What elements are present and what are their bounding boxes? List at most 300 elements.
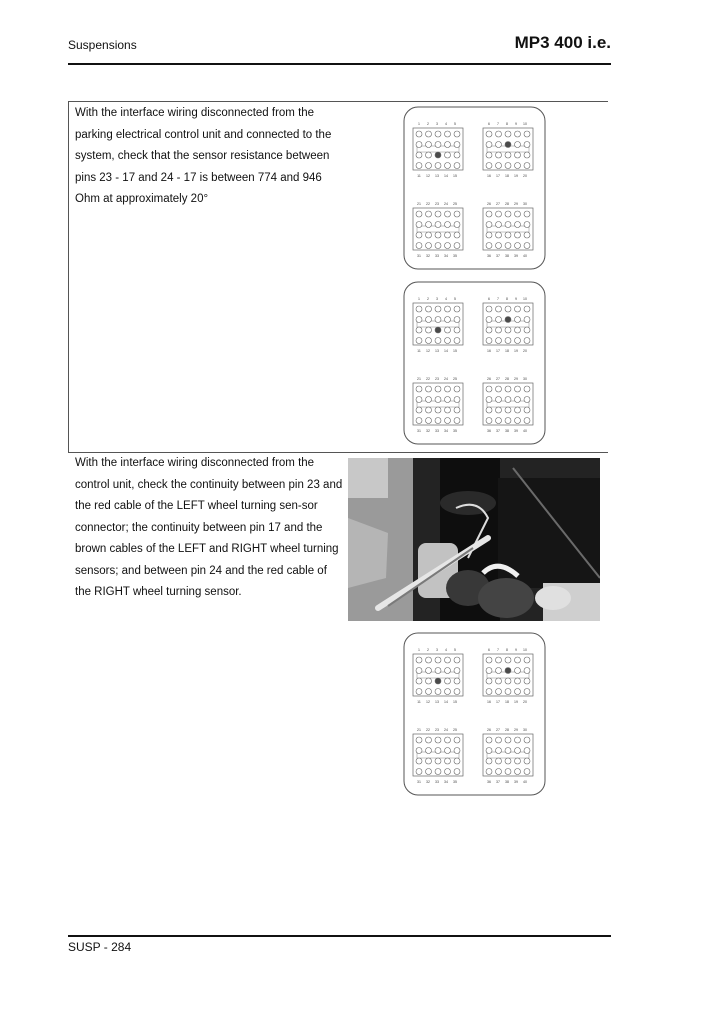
pin-socket <box>435 668 441 674</box>
pin-socket <box>496 142 502 148</box>
pin-socket <box>515 418 521 424</box>
pin-socket <box>454 737 460 743</box>
block-1-top-rule <box>68 101 608 102</box>
pin-socket <box>505 386 511 392</box>
pin-label: 30 <box>523 377 527 381</box>
pin-socket <box>496 758 502 764</box>
connector-block <box>483 648 533 704</box>
pin-label: 14 <box>444 349 448 353</box>
pin-socket <box>505 327 511 333</box>
pin-socket <box>454 748 460 754</box>
pin-socket <box>416 678 422 684</box>
pin-socket <box>445 668 451 674</box>
pin-socket <box>426 397 432 403</box>
pin-socket <box>524 769 530 775</box>
pin-label: 13 <box>435 174 439 178</box>
pin-label: 4 <box>445 122 447 126</box>
pin-socket <box>435 418 441 424</box>
pin-socket <box>496 418 502 424</box>
pin-socket <box>454 769 460 775</box>
pin-socket <box>486 386 492 392</box>
pin-label: 13 <box>435 700 439 704</box>
pin-label: 37 <box>496 780 500 784</box>
pin-socket <box>435 317 441 323</box>
pin-label: 21 <box>417 728 421 732</box>
pin-label: 11 <box>417 174 421 178</box>
pin-socket <box>486 689 492 695</box>
pin-socket <box>496 657 502 663</box>
pin-socket <box>486 327 492 333</box>
pin-socket <box>515 211 521 217</box>
pin-socket <box>505 668 511 674</box>
pin-label: 6 <box>488 297 490 301</box>
pin-label: 17 <box>496 174 500 178</box>
pin-socket <box>515 131 521 137</box>
pin-socket <box>445 386 451 392</box>
pin-socket <box>435 327 441 333</box>
pin-label: 40 <box>523 254 527 258</box>
pin-socket <box>445 418 451 424</box>
pin-socket <box>416 327 422 333</box>
pin-socket <box>505 737 511 743</box>
pin-socket <box>416 758 422 764</box>
pin-socket <box>515 748 521 754</box>
pin-socket <box>445 769 451 775</box>
pin-socket <box>515 317 521 323</box>
pin-socket <box>426 386 432 392</box>
pin-label: 9 <box>515 122 517 126</box>
pin-socket <box>426 163 432 169</box>
pin-label: 2 <box>427 648 429 652</box>
pin-socket <box>524 338 530 344</box>
pin-socket <box>524 397 530 403</box>
pin-label: 25 <box>453 728 457 732</box>
pin-socket <box>515 758 521 764</box>
pin-socket <box>416 211 422 217</box>
pin-label: 3 <box>436 297 438 301</box>
pin-socket <box>505 758 511 764</box>
pin-socket <box>496 769 502 775</box>
pin-socket <box>486 306 492 312</box>
pin-socket <box>496 317 502 323</box>
pin-socket <box>505 222 511 228</box>
pin-socket <box>505 689 511 695</box>
pin-socket <box>524 152 530 158</box>
pin-socket <box>486 152 492 158</box>
connector-diagram-3 <box>403 632 546 796</box>
pin-socket <box>524 222 530 228</box>
pin-label: 35 <box>453 254 457 258</box>
pin-label: 19 <box>514 174 518 178</box>
pin-label: 16 <box>487 174 491 178</box>
pin-label: 31 <box>417 429 421 433</box>
pin-label: 22 <box>426 202 430 206</box>
pin-label: 30 <box>523 202 527 206</box>
pin-label: 20 <box>523 174 527 178</box>
pin-socket <box>426 418 432 424</box>
sensor-test-photo <box>348 458 600 621</box>
pin-socket <box>524 243 530 249</box>
connector-block <box>413 122 463 178</box>
pin-socket <box>445 737 451 743</box>
pin-socket <box>445 689 451 695</box>
pin-label: 20 <box>523 700 527 704</box>
pin-socket <box>435 657 441 663</box>
pin-socket <box>505 306 511 312</box>
pin-socket <box>486 163 492 169</box>
pin-socket <box>486 243 492 249</box>
pin-socket <box>426 748 432 754</box>
pin-socket <box>435 678 441 684</box>
pin-label: 11 <box>417 349 421 353</box>
pin-socket <box>515 657 521 663</box>
pin-label: 8 <box>506 297 508 301</box>
pin-socket <box>486 317 492 323</box>
pin-socket <box>416 317 422 323</box>
pin-socket <box>454 657 460 663</box>
pin-socket <box>426 657 432 663</box>
pin-socket <box>445 407 451 413</box>
pin-socket <box>435 758 441 764</box>
pin-label: 39 <box>514 780 518 784</box>
pin-socket <box>416 232 422 238</box>
pin-label: 10 <box>523 297 527 301</box>
pin-label: 17 <box>496 349 500 353</box>
pin-socket <box>454 407 460 413</box>
pin-label: 14 <box>444 174 448 178</box>
pin-socket <box>454 243 460 249</box>
pin-socket <box>426 758 432 764</box>
pin-socket <box>454 758 460 764</box>
pin-socket <box>496 131 502 137</box>
pin-label: 29 <box>514 377 518 381</box>
pin-socket <box>524 737 530 743</box>
pin-label: 18 <box>505 700 509 704</box>
pin-socket <box>454 418 460 424</box>
pin-socket <box>435 397 441 403</box>
pin-label: 40 <box>523 780 527 784</box>
connector-block <box>413 648 463 704</box>
pin-socket <box>486 678 492 684</box>
pin-socket <box>486 769 492 775</box>
pin-socket <box>486 338 492 344</box>
pin-label: 33 <box>435 254 439 258</box>
pin-socket <box>435 407 441 413</box>
pin-label: 39 <box>514 254 518 258</box>
pin-socket <box>454 668 460 674</box>
pin-label: 3 <box>436 122 438 126</box>
pin-socket <box>435 232 441 238</box>
pin-label: 32 <box>426 254 430 258</box>
pin-socket <box>445 163 451 169</box>
pin-socket <box>505 232 511 238</box>
pin-socket <box>416 142 422 148</box>
pin-socket <box>445 338 451 344</box>
pin-socket <box>426 737 432 743</box>
pin-socket <box>454 678 460 684</box>
pin-socket <box>505 243 511 249</box>
pin-label: 38 <box>505 254 509 258</box>
pin-socket <box>426 232 432 238</box>
pin-label: 37 <box>496 254 500 258</box>
footer-rule <box>68 935 611 937</box>
pin-socket <box>435 131 441 137</box>
pin-socket <box>426 327 432 333</box>
pin-label: 12 <box>426 700 430 704</box>
pin-label: 38 <box>505 429 509 433</box>
pin-label: 26 <box>487 202 491 206</box>
pin-label: 20 <box>523 349 527 353</box>
pin-label: 29 <box>514 202 518 206</box>
pin-socket <box>505 769 511 775</box>
pin-socket <box>515 397 521 403</box>
pin-label: 12 <box>426 349 430 353</box>
pin-socket <box>445 211 451 217</box>
pin-socket <box>515 327 521 333</box>
pin-socket <box>445 317 451 323</box>
pin-socket <box>505 397 511 403</box>
pin-label: 19 <box>514 349 518 353</box>
pin-label: 35 <box>453 429 457 433</box>
pin-socket <box>524 758 530 764</box>
pin-socket <box>496 407 502 413</box>
pin-socket <box>515 232 521 238</box>
pin-socket <box>524 689 530 695</box>
pin-socket <box>515 407 521 413</box>
pin-label: 38 <box>505 780 509 784</box>
pin-socket <box>435 222 441 228</box>
pin-socket <box>435 142 441 148</box>
connector-diagram-2 <box>403 281 546 445</box>
pin-socket <box>454 386 460 392</box>
pin-socket <box>454 152 460 158</box>
pin-socket <box>505 678 511 684</box>
pin-socket <box>435 737 441 743</box>
pin-label: 24 <box>444 377 448 381</box>
pin-socket <box>524 232 530 238</box>
pin-socket <box>496 211 502 217</box>
pin-socket <box>416 222 422 228</box>
pin-socket <box>496 232 502 238</box>
connector-block <box>413 377 463 433</box>
pin-label: 7 <box>497 648 499 652</box>
pin-socket <box>496 678 502 684</box>
pin-label: 13 <box>435 349 439 353</box>
pin-socket <box>524 142 530 148</box>
pin-socket <box>416 737 422 743</box>
pin-label: 22 <box>426 728 430 732</box>
pin-label: 23 <box>435 728 439 732</box>
pin-socket <box>505 211 511 217</box>
pin-label: 28 <box>505 377 509 381</box>
pin-socket <box>496 748 502 754</box>
pin-label: 36 <box>487 429 491 433</box>
pin-socket <box>524 306 530 312</box>
pin-socket <box>505 317 511 323</box>
pin-socket <box>426 407 432 413</box>
pin-socket <box>496 243 502 249</box>
pin-label: 31 <box>417 780 421 784</box>
pin-socket <box>435 152 441 158</box>
page-number: SUSP - 284 <box>68 940 132 954</box>
pin-socket <box>496 737 502 743</box>
pin-socket <box>486 657 492 663</box>
pin-socket <box>515 737 521 743</box>
pin-socket <box>445 131 451 137</box>
pin-socket <box>524 657 530 663</box>
pin-label: 9 <box>515 648 517 652</box>
pin-label: 5 <box>454 648 456 652</box>
pin-label: 36 <box>487 254 491 258</box>
pin-socket <box>426 306 432 312</box>
pin-label: 32 <box>426 429 430 433</box>
pin-label: 37 <box>496 429 500 433</box>
pin-label: 27 <box>496 202 500 206</box>
pin-label: 1 <box>418 648 420 652</box>
pin-label: 8 <box>506 648 508 652</box>
pin-socket <box>515 338 521 344</box>
model-title: MP3 400 i.e. <box>514 33 611 52</box>
pin-socket <box>416 243 422 249</box>
pin-socket <box>426 668 432 674</box>
pin-label: 5 <box>454 297 456 301</box>
pin-socket <box>515 306 521 312</box>
pin-socket <box>505 338 511 344</box>
pin-socket <box>445 142 451 148</box>
pin-socket <box>486 758 492 764</box>
pin-label: 9 <box>515 297 517 301</box>
pin-socket <box>496 338 502 344</box>
pin-label: 25 <box>453 202 457 206</box>
pin-socket <box>445 327 451 333</box>
connector-block <box>483 297 533 353</box>
pin-socket <box>454 232 460 238</box>
pin-socket <box>454 131 460 137</box>
pin-socket <box>496 222 502 228</box>
pin-label: 17 <box>496 700 500 704</box>
pin-label: 7 <box>497 297 499 301</box>
pin-socket <box>496 689 502 695</box>
pin-socket <box>416 668 422 674</box>
header-rule <box>68 63 611 65</box>
pin-label: 25 <box>453 377 457 381</box>
pin-label: 31 <box>417 254 421 258</box>
pin-socket <box>435 748 441 754</box>
pin-label: 24 <box>444 728 448 732</box>
pin-socket <box>524 163 530 169</box>
pin-socket <box>435 386 441 392</box>
pin-label: 23 <box>435 202 439 206</box>
pin-socket <box>416 131 422 137</box>
pin-label: 27 <box>496 377 500 381</box>
pin-label: 27 <box>496 728 500 732</box>
connector-block <box>483 377 533 433</box>
pin-socket <box>454 142 460 148</box>
pin-socket <box>515 163 521 169</box>
pin-label: 7 <box>497 122 499 126</box>
pin-socket <box>515 152 521 158</box>
pin-socket <box>524 678 530 684</box>
pin-socket <box>426 338 432 344</box>
pin-socket <box>524 668 530 674</box>
pin-label: 15 <box>453 174 457 178</box>
pin-label: 22 <box>426 377 430 381</box>
pin-socket <box>416 769 422 775</box>
pin-socket <box>515 769 521 775</box>
pin-label: 1 <box>418 122 420 126</box>
pin-socket <box>505 152 511 158</box>
pin-label: 24 <box>444 202 448 206</box>
pin-socket <box>445 748 451 754</box>
pin-label: 8 <box>506 122 508 126</box>
pin-socket <box>515 243 521 249</box>
pin-label: 32 <box>426 780 430 784</box>
pin-socket <box>435 211 441 217</box>
pin-label: 28 <box>505 728 509 732</box>
pin-socket <box>416 306 422 312</box>
pin-socket <box>454 211 460 217</box>
pin-socket <box>435 306 441 312</box>
pin-socket <box>435 163 441 169</box>
pin-label: 34 <box>444 254 448 258</box>
pin-label: 28 <box>505 202 509 206</box>
pin-socket <box>486 407 492 413</box>
pin-label: 14 <box>444 700 448 704</box>
pin-socket <box>505 142 511 148</box>
pin-socket <box>515 689 521 695</box>
pin-socket <box>445 397 451 403</box>
instruction-paragraph-1: With the interface wiring disconnected from the parking electrical control unit and connected to the system, check that the sensor resistance between pins 23 - 17 and 24 - 17 is between 774 and 946 Ohm at approximately 20° <box>75 107 332 205</box>
pin-socket <box>416 152 422 158</box>
pin-socket <box>496 152 502 158</box>
pin-socket <box>486 232 492 238</box>
pin-socket <box>524 131 530 137</box>
pin-label: 2 <box>427 297 429 301</box>
pin-label: 18 <box>505 174 509 178</box>
pin-label: 16 <box>487 349 491 353</box>
connector-block <box>413 202 463 258</box>
pin-socket <box>496 327 502 333</box>
connector-block <box>413 297 463 353</box>
pin-socket <box>496 386 502 392</box>
section-title: Suspensions <box>68 38 137 52</box>
pin-label: 35 <box>453 780 457 784</box>
pin-socket <box>524 317 530 323</box>
connector-block <box>413 728 463 784</box>
pin-socket <box>435 769 441 775</box>
pin-socket <box>445 152 451 158</box>
pin-socket <box>426 222 432 228</box>
pin-socket <box>505 657 511 663</box>
pin-socket <box>426 131 432 137</box>
pin-socket <box>486 142 492 148</box>
pin-socket <box>515 142 521 148</box>
pin-socket <box>486 211 492 217</box>
pin-socket <box>496 397 502 403</box>
pin-label: 23 <box>435 377 439 381</box>
pin-label: 6 <box>488 648 490 652</box>
pin-label: 29 <box>514 728 518 732</box>
pin-label: 2 <box>427 122 429 126</box>
pin-socket <box>416 748 422 754</box>
pin-label: 19 <box>514 700 518 704</box>
pin-socket <box>445 306 451 312</box>
pin-socket <box>486 748 492 754</box>
pin-socket <box>416 689 422 695</box>
pin-socket <box>515 386 521 392</box>
pin-socket <box>524 418 530 424</box>
pin-label: 15 <box>453 349 457 353</box>
